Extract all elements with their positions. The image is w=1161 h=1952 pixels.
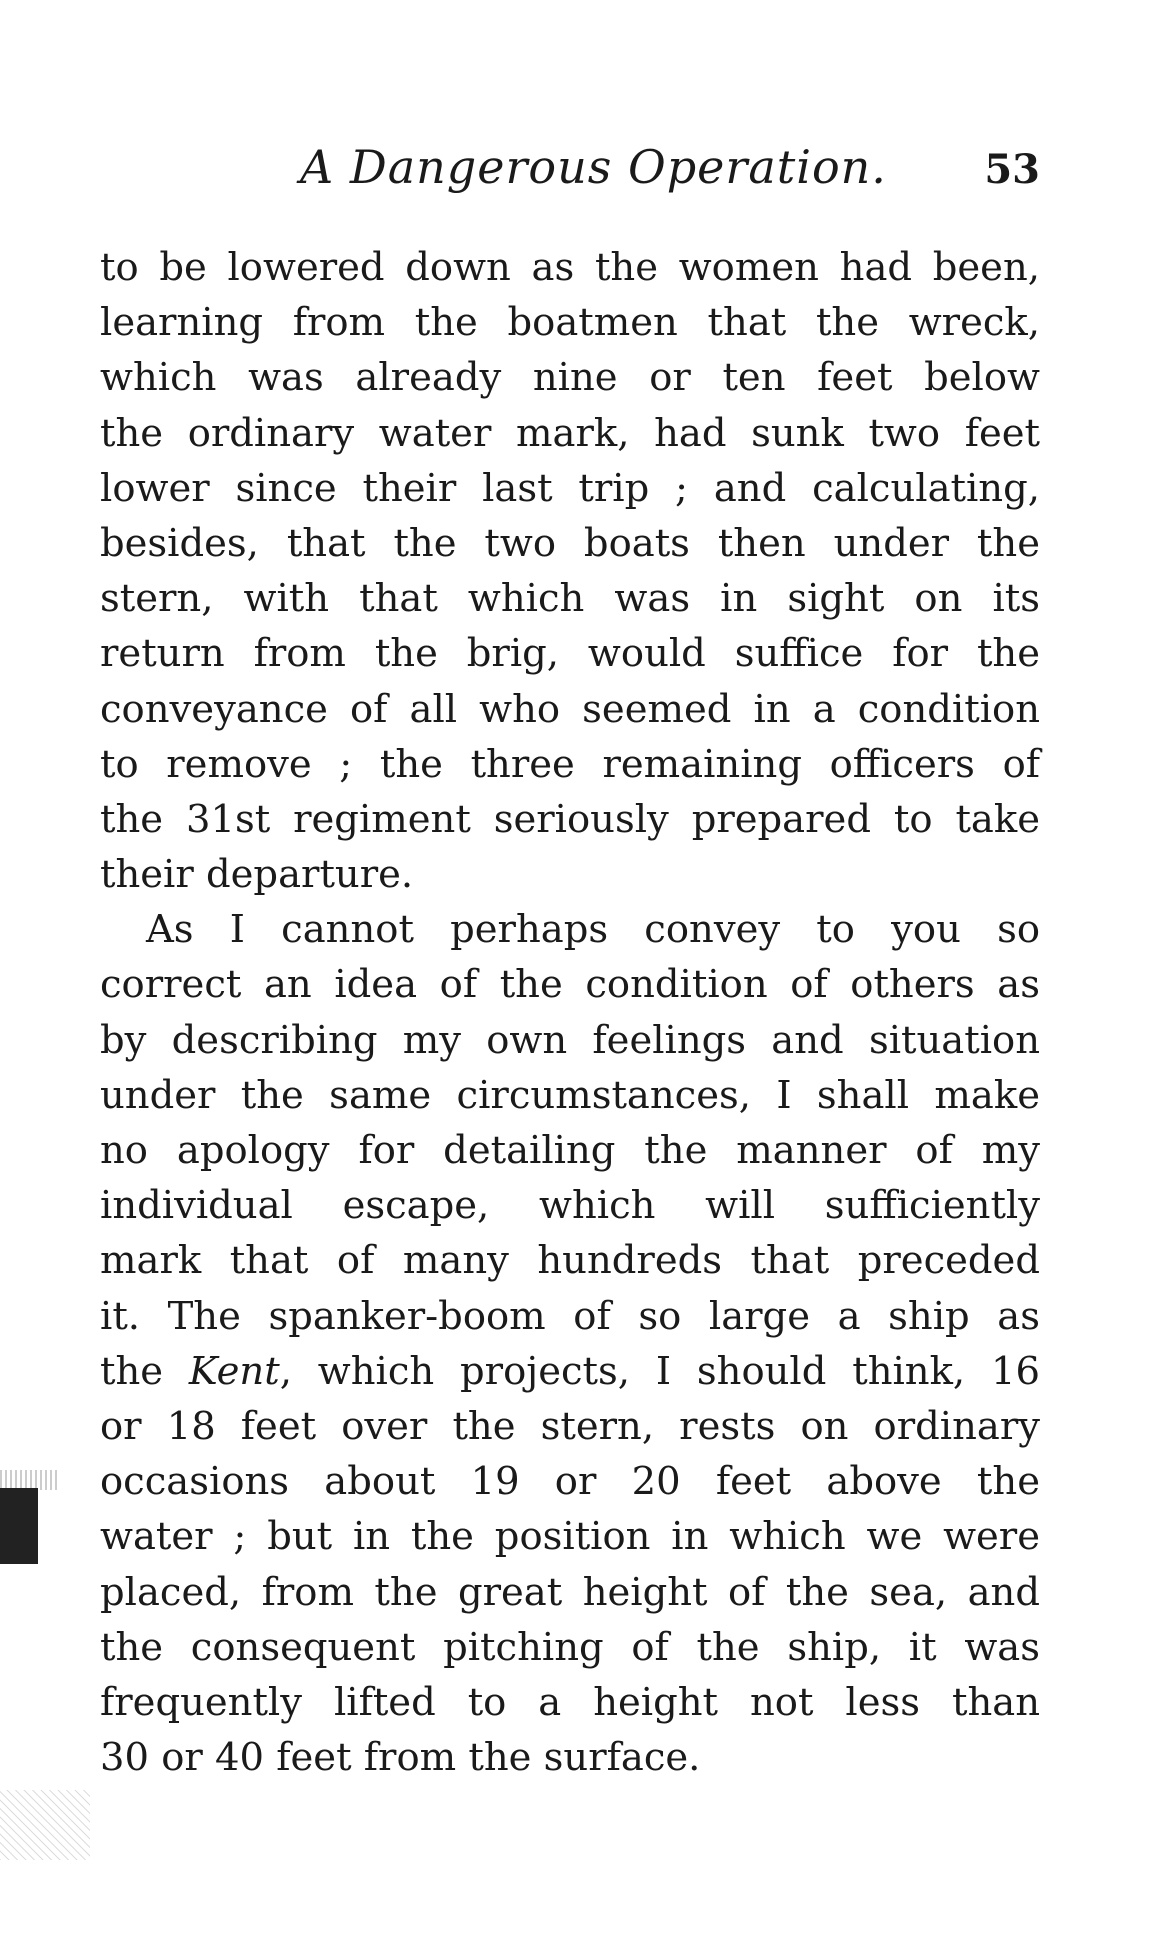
text-line: mark that of many hundreds that preceded (100, 1238, 1040, 1284)
text-line: to be lowered down as the women had been, (100, 245, 1040, 290)
ink-blot (0, 1488, 38, 1564)
text-line: occasions about 19 or 20 feet above the (100, 1459, 1040, 1505)
text-line: stern, with that which was in sight on its (100, 576, 1040, 622)
paragraph-2 (100, 902, 1040, 1785)
ship-name: Kent (188, 1348, 280, 1394)
text-line: frequently lifted to a height not less than (100, 1679, 1040, 1725)
text-line: which was already nine or ten feet below (100, 355, 1040, 401)
text-line: or 18 feet over the stern, rests on ordinary (100, 1403, 1040, 1449)
running-title: A Dangerous Operation. (300, 140, 887, 194)
text-line: under the same circumstances, I shall make (100, 1072, 1040, 1118)
text-line: correct an idea of the condition of others as (100, 962, 1040, 1008)
text-line: it. The spanker-boom of so large a ship as (100, 1293, 1040, 1339)
text-line: As I cannot perhaps convey to you so (146, 907, 1040, 953)
text-line: learning from the boatmen that the wreck, (100, 300, 1040, 346)
text-line: to remove ; the three remaining officers of (100, 741, 1040, 787)
text-line: by describing my own feelings and situation (100, 1017, 1040, 1063)
text-line: besides, that the two boats then under the (100, 520, 1040, 566)
body-text (100, 240, 1040, 1785)
text-line: lower since their last trip ; and calculating, (100, 465, 1040, 511)
text-line: the consequent pitching of the ship, it was (100, 1624, 1040, 1670)
text-line: water ; but in the position in which we were (100, 1514, 1040, 1560)
page-number: 53 (984, 146, 1040, 193)
text-line: conveyance of all who seemed in a condition (100, 686, 1040, 732)
text-line: placed, from the great height of the sea, and (100, 1569, 1040, 1615)
text-fragment: , which projects, I should think, 16 (279, 1348, 1040, 1394)
text-line: individual escape, which will sufficiently (100, 1183, 1040, 1229)
text-line: 30 or 40 feet from the surface. (100, 1735, 701, 1781)
paragraph-1 (100, 240, 1040, 902)
scan-speckle (0, 1790, 90, 1860)
text-line-kent (100, 1344, 1040, 1399)
text-line: the 31st regiment seriously prepared to take (100, 796, 1040, 842)
text-line: no apology for detailing the manner of my (100, 1128, 1040, 1173)
scan-artifact (0, 1470, 60, 1490)
text-line: return from the brig, would suffice for the (100, 631, 1040, 677)
text-fragment: the (100, 1348, 189, 1394)
text-line: their departure. (100, 852, 414, 898)
text-line: the ordinary water mark, had sunk two feet (100, 410, 1040, 456)
page-header (100, 140, 1040, 200)
